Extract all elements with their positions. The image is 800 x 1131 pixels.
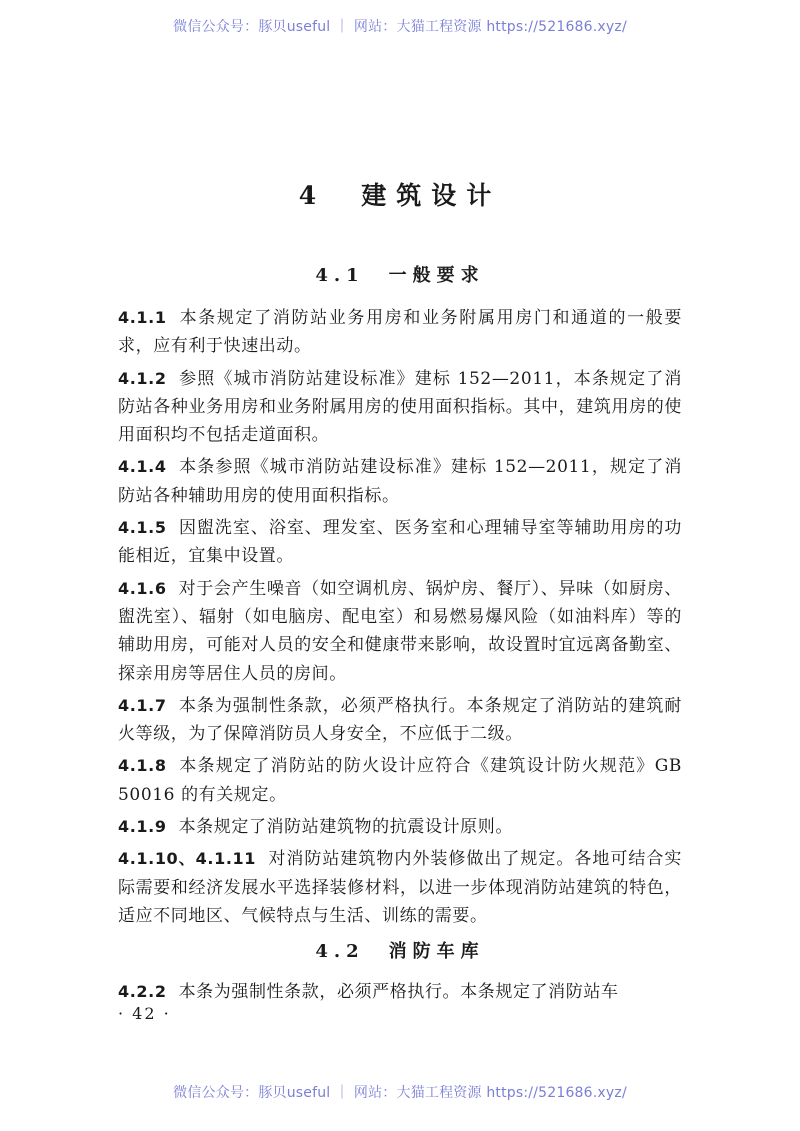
clause-number: 4.1.4 (118, 457, 167, 477)
paragraph-4-1-8 (118, 752, 682, 809)
clause-number: 4.1.2 (118, 368, 167, 388)
clause-text: 本条规定了消防站建筑物的抗震设计原则。 (178, 817, 513, 838)
clause-text: 参照《城市消防站建设标准》建标 152—2011，本条规定了消防站各种业务用房和业务附属用房的使用面积指标。其中，建筑用房的使用面积均不包括走道面积。 (118, 368, 682, 446)
paragraph-4-1-10 (118, 845, 682, 930)
clause-text: 因盥洗室、浴室、理发室、医务室和心理辅导室等辅助用房的功能相近，宜集中设置。 (118, 518, 682, 567)
paragraph-4-1-6 (118, 575, 682, 688)
paragraph-4-1-5 (118, 514, 682, 571)
paragraph-4-1-9 (118, 813, 682, 841)
paragraph-4-1-4 (118, 453, 682, 510)
chapter-title: 4 建筑设计 (298, 181, 502, 210)
page-number: · 42 · (118, 1004, 171, 1023)
paragraph-4-2-2 (118, 978, 682, 1006)
clause-text: 对消防站建筑物内外装修做出了规定。各地可结合实际需要和经济发展水平选择装修材料，以进一步体现消防站建筑的特色，适应不同地区、气候特点与生活、训练的需要。 (118, 849, 682, 926)
clause-text: 本条参照《城市消防站建设标准》建标 152—2011，规定了消防站各种辅助用房的使用面积指标。 (118, 457, 682, 506)
page-content (118, 176, 682, 1011)
clause-text: 本条规定了消防站业务用房和业务附属用房门和通道的一般要求，应有利于快速出动。 (118, 308, 682, 357)
section-title-4-1: 4.1 一般要求 (315, 265, 485, 286)
clause-number: 4.1.9 (118, 817, 167, 837)
clause-number: 4.2.2 (118, 982, 167, 1002)
clause-text: 对于会产生噪音（如空调机房、锅炉房、餐厅）、异味（如厨房、盥洗室）、辐射（如电脑房、配电室）和易燃易爆风险（如油料库）等的辅助用房，可能对人员的安全和健康带来影响，故设置时宜远离备勤室、探亲用房等居住人员的房间。 (118, 578, 682, 684)
paragraph-4-1-7 (118, 692, 682, 749)
clause-number: 4.1.5 (118, 518, 167, 538)
clause-text: 本条为强制性条款，必须严格执行。本条规定了消防站车 (178, 982, 619, 1003)
clause-number: 4.1.1 (118, 308, 167, 327)
watermark-bottom: 微信公众号：豚贝useful ｜ 网站：大猫工程资源 https://521686.xyz/ (173, 1085, 627, 1101)
watermark-top: 微信公众号：豚贝useful ｜ 网站：大猫工程资源 https://521686.xyz/ (173, 19, 627, 35)
clause-number: 4.1.10、4.1.11 (118, 849, 256, 869)
clause-number: 4.1.7 (118, 695, 167, 715)
section-title-4-2: 4.2 消防车库 (315, 941, 485, 963)
paragraph-4-1-1 (118, 304, 682, 361)
paragraph-4-1-2 (118, 365, 682, 450)
clause-text: 本条为强制性条款，必须严格执行。本条规定了消防站的建筑耐火等级，为了保障消防员人身安全，不应低于二级。 (118, 695, 682, 745)
clause-number: 4.1.8 (118, 756, 167, 776)
clause-number: 4.1.6 (118, 578, 167, 598)
clause-text: 本条规定了消防站的防火设计应符合《建筑设计防火规范》GB 50016 的有关规定。 (118, 756, 682, 805)
